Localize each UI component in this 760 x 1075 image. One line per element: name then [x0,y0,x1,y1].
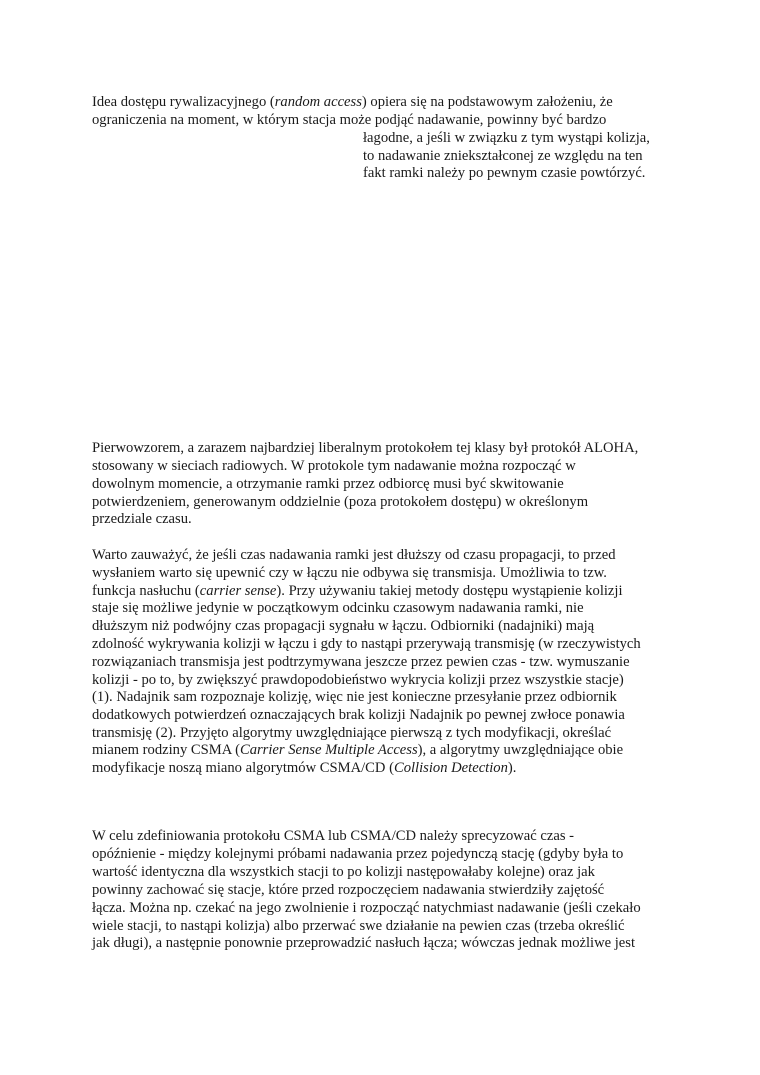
text-line: wartość identyczna dla wszystkich stacji to po kolizji następowałaby kolejne) oraz jak [92,864,595,880]
text-line: Pierwowzorem, a zarazem najbardziej liberalnym protokołem tej klasy był protokół ALOHA, [92,440,639,456]
text-line: dowolnym momencie, a otrzymanie ramki przez odbiorcę musi być skwitowanie [92,476,564,492]
text-line: to nadawanie zniekształconej ze względu na ten [363,148,643,164]
text-line: funkcja nasłuchu (carrier sense). Przy używaniu takiej metody dostępu wystąpienie kolizji [92,583,623,599]
text-line: Idea dostępu rywalizacyjnego (random access) opiera się na podstawowym założeniu, że [92,94,613,110]
text-line: potwierdzeniem, generowanym oddzielnie (poza protokołem dostępu) w określonym [92,494,589,510]
italic-term: carrier sense [199,583,277,599]
italic-term: random access [274,94,362,110]
italic-term: Collision Detection [393,760,508,776]
text-line: wysłaniem warto się upewnić czy w łączu nie odbywa się transmisja. Umożliwia to tzw. [92,565,607,581]
text-line: łagodne, a jeśli w związku z tym wystąpi kolizja, [363,130,650,146]
text-line: powinny zachować się stacje, które przed rozpoczęciem nadawania stwierdziły zajętość [92,882,605,898]
text-line: staje się możliwe jedynie w początkowym odcinku czasowym nadawania ramki, nie [92,600,584,616]
text-line: jak długi), a następnie ponownie przeprowadzić nasłuch łącza; wówczas jednak możliwe jest [92,935,636,951]
text-line: (1). Nadajnik sam rozpoznaje kolizję, więc nie jest konieczne przesyłanie przez odbiornik [92,689,617,705]
text-line: zdolność wykrywania kolizji w łączu i gdy to nastąpi przerywają transmisję (w rzeczywistych [92,636,641,652]
text-line: opóźnienie - między kolejnymi próbami nadawania przez pojedynczą stację (gdyby była to [92,846,624,862]
text-line: fakt ramki należy po pewnym czasie powtórzyć. [363,165,646,181]
text-line: W celu zdefiniowania protokołu CSMA lub CSMA/CD należy sprecyzować czas - [92,828,575,844]
text-line: mianem rodziny CSMA (Carrier Sense Multiple Access), a algorytmy uwzględniające obie [92,742,624,758]
text-line: przedziale czasu. [92,511,192,527]
text-line: stosowany w sieciach radiowych. W protokole tym nadawanie można rozpocząć w [92,458,576,474]
text-line: ograniczenia na moment, w którym stacja może podjąć nadawanie, powinny być bardzo [92,112,607,128]
text-line: Warto zauważyć, że jeśli czas nadawania ramki jest dłuższy od czasu propagacji, to przed [92,547,616,563]
text-line: modyfikacje noszą miano algorytmów CSMA/CD (Collision Detection). [92,760,517,776]
text-line: transmisję (2). Przyjęto algorytmy uwzględniające pierwszą z tych modyfikacji, określać [92,725,612,741]
italic-term: Carrier Sense Multiple Access [239,742,418,758]
text-line: kolizji - po to, by zwiększyć prawdopodobieństwo wykrycia kolizji przez wszystkie stacje) [92,672,624,688]
text-line: dłuższym niż podwójny czas propagacji sygnału w łączu. Odbiorniki (nadajniki) mają [92,618,595,634]
text-line: wiele stacji, to nastąpi kolizja) albo przerwać swe działanie na pewien czas (trzeba określić [92,918,625,934]
text-line: łącza. Można np. czekać na jego zwolnienie i rozpocząć natychmiast nadawanie (jeśli czekało [92,900,641,916]
text-line: dodatkowych potwierdzeń oznaczających brak kolizji Nadajnik po pewnej zwłoce ponawia [92,707,625,723]
text-line: rozwiązaniach transmisja jest podtrzymywana jeszcze przez pewien czas - tzw. wymuszanie [92,654,630,670]
